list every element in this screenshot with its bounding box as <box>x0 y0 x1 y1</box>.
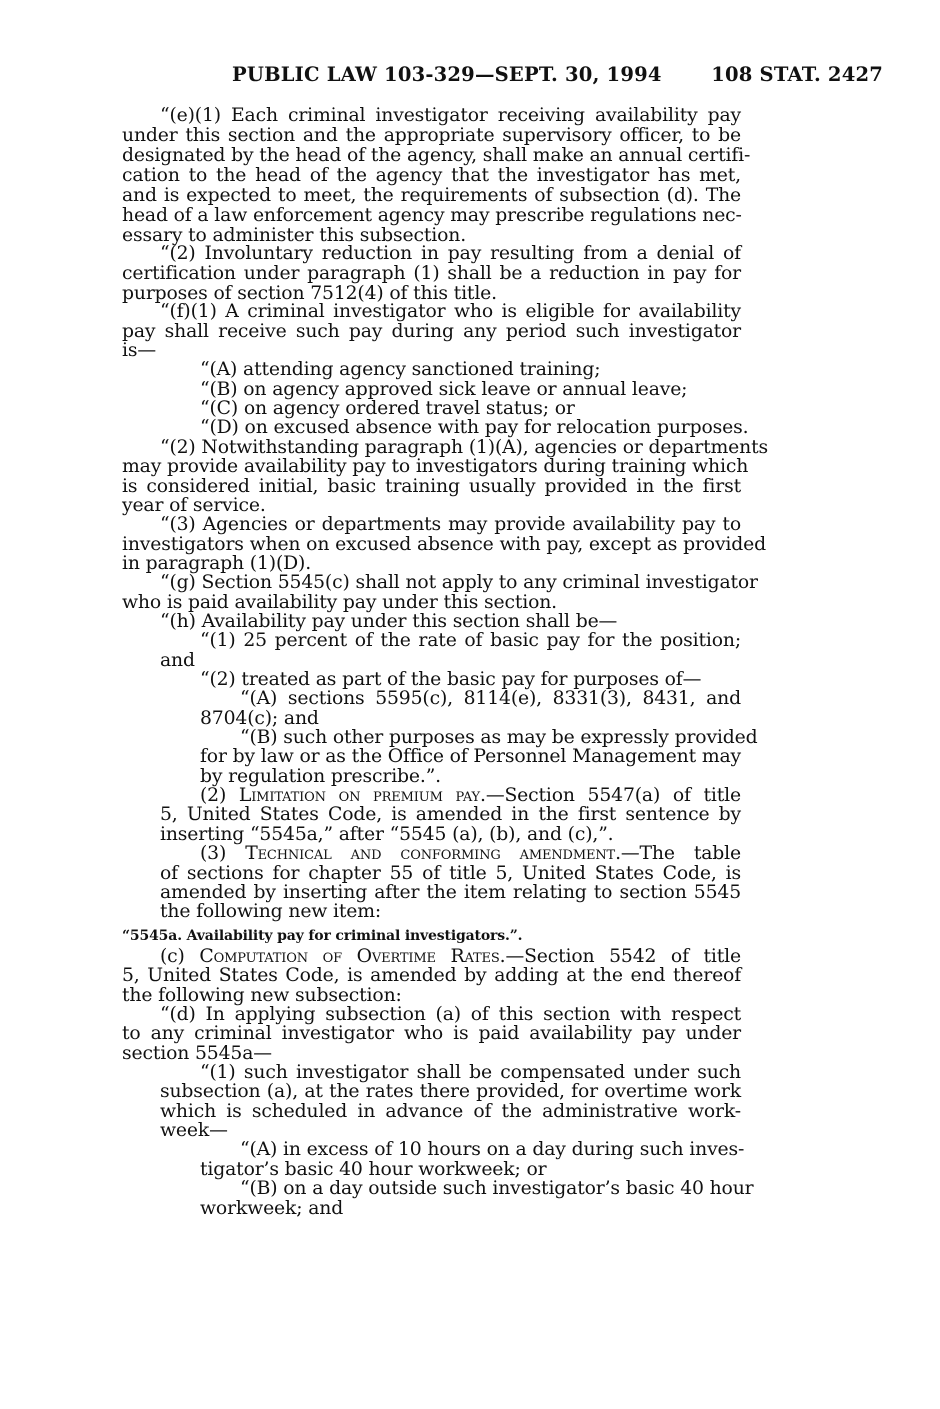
text-line: “(A) attending agency sanctioned training; <box>200 359 601 380</box>
text-line: 5, United States Code, is amended in the first sentence by <box>160 804 741 825</box>
text-line: “(B) on agency approved sick leave or annual leave; <box>200 379 688 400</box>
text-line: by regulation prescribe.”. <box>200 766 441 787</box>
text-line: “(d) In applying subsection (a) of this section with respect <box>160 1004 741 1025</box>
text-line: “(g) Section 5545(c) shall not apply to any criminal investigator <box>160 572 758 593</box>
text-line: “(3) Agencies or departments may provide availability pay to <box>160 514 741 535</box>
text-line: subsection (a), at the rates there provided, for overtime work <box>160 1081 741 1102</box>
text-line: investigators when on excused absence with pay, except as provided <box>122 534 766 555</box>
text-line: “(1) such investigator shall be compensated under such <box>200 1062 741 1083</box>
text-line: “(2) treated as part of the basic pay for purposes of— <box>200 669 702 690</box>
text-line: cation to the head of the agency that the investigator has met, <box>122 165 741 186</box>
text-line: purposes of section 7512(4) of this title. <box>122 283 497 304</box>
text-line: “(f)(1) A criminal investigator who is eligible for availability <box>160 301 741 322</box>
stat-page-number: 108 STAT. 2427 <box>711 63 883 86</box>
text-line: tigator’s basic 40 hour workweek; or <box>200 1159 547 1180</box>
text-line: “(A) in excess of 10 hours on a day during such inves- <box>240 1139 745 1160</box>
text-line: “(e)(1) Each criminal investigator receiving availability pay <box>160 105 741 126</box>
running-head: PUBLIC LAW 103-329—SEPT. 30, 1994 <box>232 63 662 86</box>
text-line: which is scheduled in advance of the administrative work- <box>160 1101 741 1122</box>
text-line: and <box>160 650 195 671</box>
text-line: “(D) on excused absence with pay for relocation purposes. <box>200 417 749 438</box>
text-line: of sections for chapter 55 of title 5, United States Code, is <box>160 863 741 884</box>
text-line: “(1) 25 percent of the rate of basic pay for the position; <box>200 630 741 651</box>
text-line: workweek; and <box>200 1198 344 1219</box>
text-line: designated by the head of the agency, shall make an annual certifi- <box>122 145 751 166</box>
subsection-heading: Computation of Overtime Rates. <box>199 946 506 967</box>
table-of-sections-item: “5545a. Availability pay for criminal investigators.”. <box>122 928 523 944</box>
text-line: in paragraph (1)(D). <box>122 553 312 574</box>
text-line: “(B) such other purposes as may be expressly provided <box>240 727 758 748</box>
text-line: certification under paragraph (1) shall be a reduction in pay for <box>122 263 741 284</box>
text-line: pay shall receive such pay during any period such investigator <box>122 321 741 342</box>
text-line: may provide availability pay to investigators during training which <box>122 456 749 477</box>
text-line: to any criminal investigator who is paid availability pay under <box>122 1023 741 1044</box>
text-line: is— <box>122 340 156 361</box>
text-line: amended by inserting after the item relating to section 5545 <box>160 882 741 903</box>
text-line: “(A) sections 5595(c), 8114(e), 8331(3), 8431, and <box>240 688 741 709</box>
text-line: the following new item: <box>160 901 382 922</box>
text-line: essary to administer this subsection. <box>122 225 467 246</box>
subsection-heading-line: (2) Limitation on premium pay.—Section 5547(a) of title <box>200 785 741 806</box>
subsection-heading: Limitation on premium pay. <box>238 785 486 806</box>
subsection-heading-line: (c) Computation of Overtime Rates.—Section 5542 of title <box>160 946 741 967</box>
text-line: for by law or as the Office of Personnel Management may <box>200 746 741 767</box>
subsection-heading-line: (3) Technical and conforming amendment.—The table <box>200 843 741 864</box>
text-line: 8704(c); and <box>200 708 319 729</box>
text-line: 5, United States Code, is amended by adding at the end thereof <box>122 965 741 986</box>
text-line: under this section and the appropriate supervisory officer, to be <box>122 125 741 146</box>
text-line: is considered initial, basic training usually provided in the first <box>122 476 741 497</box>
text-line: the following new subsection: <box>122 985 402 1006</box>
text-line: head of a law enforcement agency may prescribe regulations nec- <box>122 205 742 226</box>
text-line: “(B) on a day outside such investigator’s basic 40 hour <box>240 1178 754 1199</box>
text-line: “(C) on agency ordered travel status; or <box>200 398 575 419</box>
text-line: and is expected to meet, the requirements of subsection (d). The <box>122 185 741 206</box>
text-line: “(2) Involuntary reduction in pay resulting from a denial of <box>160 243 741 264</box>
text-line: inserting “5545a,” after “5545 (a), (b), and (c),”. <box>160 824 614 845</box>
text-line: “(h) Availability pay under this section shall be— <box>160 611 618 632</box>
subsection-heading: Technical and conforming amendment. <box>245 843 621 864</box>
text-line: “(2) Notwithstanding paragraph (1)(A), agencies or departments <box>160 437 768 458</box>
text-line: section 5545a— <box>122 1043 272 1064</box>
text-line: year of service. <box>122 495 266 516</box>
text-line: week— <box>160 1120 228 1141</box>
text-line: who is paid availability pay under this section. <box>122 592 558 613</box>
